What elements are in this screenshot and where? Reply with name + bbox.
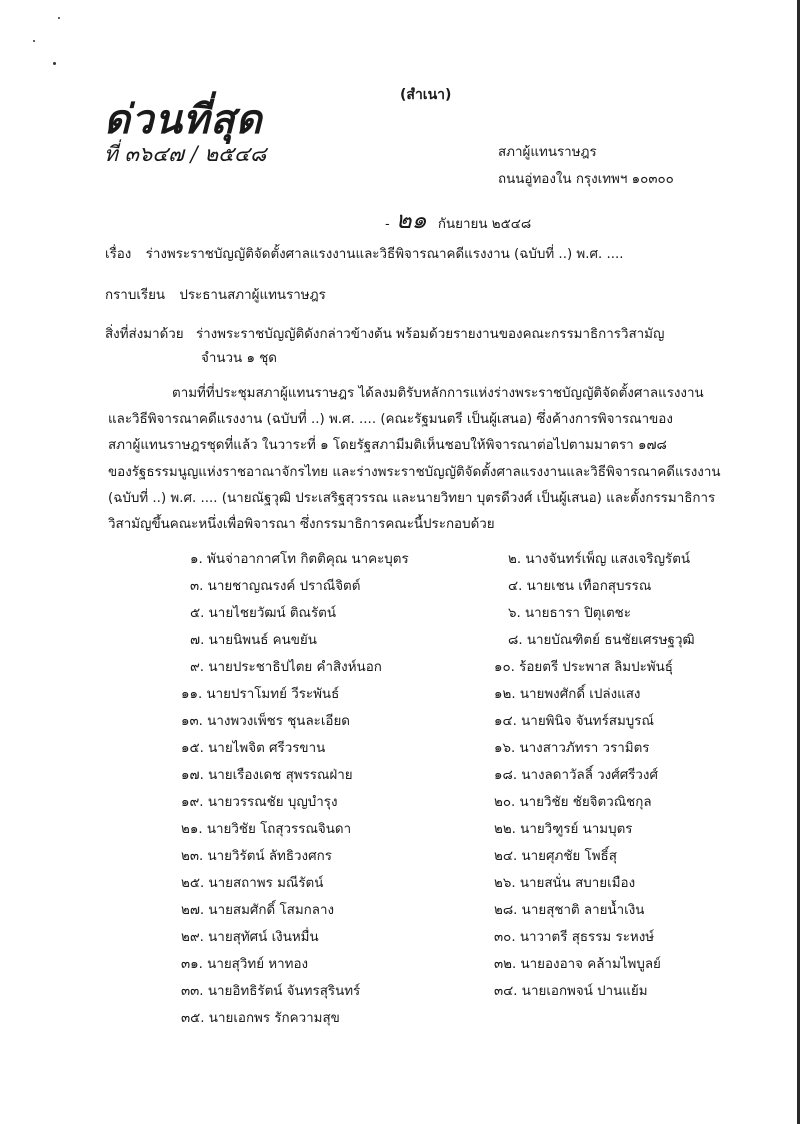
addressee-line bbox=[105, 289, 326, 302]
member-item: ๓๕. นายเอกพร รักความสุข bbox=[181, 1011, 340, 1026]
scan-speck bbox=[58, 17, 60, 19]
enclosure-line bbox=[105, 328, 664, 341]
member-item: ๒๙. นายสุทัศน์ เงินหมื่น bbox=[181, 930, 319, 945]
body-line: ของรัฐธรรมนูญแห่งราชอาณาจักรไทย และร่างพระราชบัญญัติจัดตั้งศาลแรงงานและวิธีพิจารณาคดีแรงงาน bbox=[108, 464, 721, 480]
member-item: ๑๕. นายไพจิต ศรีวรขาน bbox=[181, 741, 326, 756]
member-item: ๒๐. นายวิชัย ชัยจิตวณิชกุล bbox=[494, 795, 652, 810]
subject-text: ร่างพระราชบัญญัติจัดตั้งศาลแรงงานและวิธีพิจารณาคดีแรงงาน (ฉบับที่ ..) พ.ศ. .... bbox=[145, 247, 624, 262]
date-month-year: กันยายน ๒๕๔๘ bbox=[437, 217, 532, 232]
member-item: ๕. นายไชยวัฒน์ ติณรัตน์ bbox=[190, 606, 337, 621]
body-line: (ฉบับที่ ..) พ.ศ. .... (นายณัฐวุฒิ ประเสริฐสุวรรณ และนายวิทยา บุตรดีวงศ์ เป็นผู้เสนอ) และตั้งกรรมาธิการ bbox=[108, 490, 716, 506]
member-item: ๗. นายนิพนธ์ คนขยัน bbox=[190, 633, 317, 648]
body-line: ตามที่ที่ประชุมสภาผู้แทนราษฎร ได้ลงมติรับหลักการแห่งร่างพระราชบัญญัติจัดตั้งศาลแรงงาน bbox=[172, 386, 704, 401]
member-item: ๖. นายธารา ปิตุเตชะ bbox=[508, 606, 631, 621]
member-item: ๑๙. นายวรรณชัย บุญบำรุง bbox=[181, 795, 338, 810]
member-item: ๒๗. นายสมศักดิ์ โสมกลาง bbox=[181, 903, 335, 918]
member-item: ๒๓. นายวิรัตน์ ลัทธิวงศกร bbox=[181, 849, 332, 864]
scan-speck bbox=[53, 62, 56, 65]
member-item: ๑๒. นายพงศักดิ์ เปล่งแสง bbox=[494, 687, 641, 702]
member-item: ๔. นายเชน เทือกสุบรรณ bbox=[508, 579, 652, 594]
member-item: ๒๔. นายศุภชัย โพธิ์สุ bbox=[494, 849, 617, 864]
addressee-text: ประธานสภาผู้แทนราษฎร bbox=[179, 288, 326, 303]
member-item: ๑๑. นายปราโมทย์ วีระพันธ์ bbox=[181, 687, 340, 702]
body-paragraph bbox=[108, 381, 720, 538]
member-item: ๓๒. นายองอาจ คล้ามไพบูลย์ bbox=[494, 957, 661, 972]
member-item: ๑๗. นายเรืองเดช สุพรรณฝ่าย bbox=[181, 768, 353, 783]
date-day: ๒๑ bbox=[395, 206, 427, 234]
member-item: ๒๕. นายสถาพร มณีรัตน์ bbox=[181, 876, 324, 891]
member-item: ๓. นายชาญณรงค์ ปราณีจิตต์ bbox=[190, 579, 361, 594]
subject-label: เรื่อง bbox=[105, 247, 132, 262]
enclosure-text-line1: ร่างพระราชบัญญัติดังกล่าวข้างต้น พร้อมด้วยรายงานของคณะกรรมาธิการวิสามัญ bbox=[195, 327, 665, 342]
enclosure-label: สิ่งที่ส่งมาด้วย bbox=[105, 327, 184, 342]
member-item: ๒๘. นายสุชาติ ลายน้ำเงิน bbox=[494, 903, 645, 918]
member-item: ๑๘. นางลดาวัลลิ์ วงศ์ศรีวงศ์ bbox=[494, 768, 658, 783]
member-item: ๓๔. นายเอกพจน์ ปานแย้ม bbox=[494, 984, 648, 999]
member-item: ๓๓. นายอิทธิรัตน์ จันทรสุรินทร์ bbox=[181, 984, 361, 999]
member-item: ๓๑. นายสุวิทย์ หาทอง bbox=[181, 957, 309, 972]
addressee-label: กราบเรียน bbox=[105, 288, 166, 303]
classification-label: (สำเนา) bbox=[400, 87, 452, 103]
member-item: ๒๖. นายสนั่น สบายเมือง bbox=[494, 876, 636, 891]
body-line: สภาผู้แทนราษฎรชุดที่แล้ว ในวาระที่ ๑ โดยรัฐสภามีมติเห็นชอบให้พิจารณาต่อไปตามมาตรา ๑๗๘ bbox=[108, 438, 667, 454]
subject-line bbox=[105, 248, 624, 261]
scan-speck bbox=[33, 40, 35, 42]
body-line: และวิธีพิจารณาคดีแรงงาน (ฉบับที่ ..) พ.ศ. .... (คณะรัฐมนตรี เป็นผู้เสนอ) ซึ่งค้างการพิจารณาของ bbox=[108, 412, 673, 428]
urgency-stamp: ด่วนที่สุด bbox=[104, 96, 263, 143]
member-item: ๒๒. นายวิฑูรย์ นามบุตร bbox=[494, 822, 633, 837]
sender-name: สภาผู้แทนราษฎร bbox=[498, 145, 597, 160]
enclosure-text-line2: จำนวน ๑ ชุด bbox=[201, 351, 277, 366]
body-line: วิสามัญขึ้นคณะหนึ่งเพื่อพิจารณา ซึ่งกรรมาธิการคณะนี้ประกอบด้วย bbox=[108, 517, 495, 533]
member-item: ๓๐. นาวาตรี สุธรรม ระหงษ์ bbox=[494, 930, 655, 945]
member-item: ๘. นายบัณฑิตย์ ธนชัยเศรษฐวุฒิ bbox=[508, 633, 695, 648]
member-item: ๒. นางจันทร์เพ็ญ แสงเจริญรัตน์ bbox=[508, 552, 691, 567]
member-item: ๙. นายประชาธิปไตย คำสิงห์นอก bbox=[190, 660, 382, 675]
letter-date: - ๒๑ กันยายน ๒๕๔๘ bbox=[385, 206, 532, 234]
member-item: ๑๓. นางพวงเพ็ชร ชุนละเอียด bbox=[181, 714, 351, 729]
member-item: ๒๑. นายวิชัย โถสุวรรณจินดา bbox=[181, 822, 352, 837]
member-item: ๑๐. ร้อยตรี ประพาส ลิมปะพันธุ์ bbox=[494, 660, 673, 675]
sender-address: ถนนอู่ทองใน กรุงเทพฯ ๑๐๓๐๐ bbox=[498, 172, 674, 187]
member-item: ๑๖. นางสาวภัทรา วรามิตร bbox=[494, 741, 650, 756]
member-item: ๑. พันจ่าอากาศโท กิตติคุณ นาคะบุตร bbox=[190, 552, 409, 567]
member-item: ๑๔. นายพินิจ จันทร์สมบูรณ์ bbox=[494, 714, 654, 729]
reference-number: ที่ ๓๖๔๗ / ๒๕๔๘ bbox=[104, 142, 267, 166]
